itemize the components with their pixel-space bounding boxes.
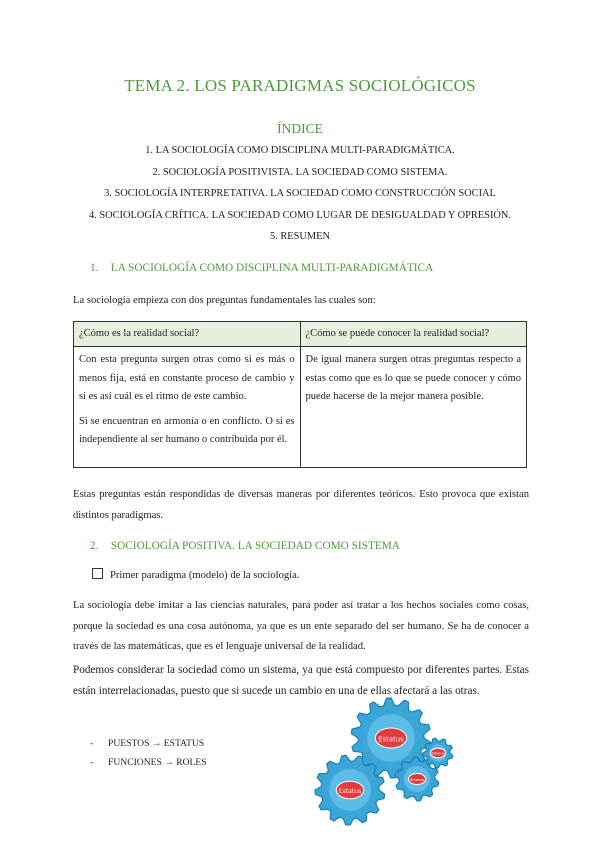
checkbox-icon[interactable]: [92, 568, 103, 579]
gear-icon: [315, 755, 385, 825]
gear-label: Estatus: [409, 776, 425, 782]
table-cell: [74, 347, 301, 468]
index-item[interactable]: 1. LA SOCIOLOGÍA COMO DISCIPLINA MULTI-PARADIGMÁTICA.: [145, 145, 455, 156]
section-2-heading: [90, 540, 400, 552]
section-2-paragraph-2: Podemos considerar la sociedad como un sistema, ya que está compuesto por diferentes partes. Estas están interrelacionadas, puesto que si sucede un cambio en una de ellas afectará a las otras.: [73, 664, 529, 697]
index-list: [0, 140, 600, 248]
index-item[interactable]: 3. SOCIOLOGÍA INTERPRETATIVA. LA SOCIEDAD COMO CONSTRUCCIÓN SOCIAL: [104, 188, 496, 199]
page-title: TEMA 2. LOS PARADIGMAS SOCIOLÓGICOS: [124, 76, 476, 95]
section-number: 1.: [90, 262, 99, 274]
gear-label: Estatus: [378, 735, 404, 744]
gear-label: Estatus: [431, 751, 445, 756]
section-1-intro: La sociología empieza con dos preguntas fundamentales las cuales son:: [73, 295, 376, 306]
table-header-cell: ¿Cómo es la realidad social?: [74, 322, 301, 347]
list-item: - FUNCIONES → ROLES: [90, 757, 207, 768]
index-item[interactable]: 2. SOCIOLOGÍA POSITIVISTA. LA SOCIEDAD COMO SISTEMA.: [152, 166, 448, 178]
list-item: - PUESTOS → ESTATUS: [90, 738, 205, 749]
cell-paragraph: De igual manera surgen otras preguntas respecto a estas como que es lo que se puede conocer y cómo puede hacerse de la mejor manera posible.: [305, 354, 521, 402]
section-title: LA SOCIOLOGÍA COMO DISCIPLINA MULTI-PARADIGMÁTICA: [110, 262, 434, 274]
section-1-heading: [90, 262, 433, 274]
section-2-paragraph-1: La sociología debe imitar a las ciencias naturales, para poder así tratar a los hechos sociales como cosas, porque la sociedad es una cosa autónoma, ya que es un ente separado del ser humano. Se ha de conocer a través de las matemáticas, que es el lenguaje universal de la realidad.: [73, 600, 529, 652]
index-item[interactable]: 4. SOCIOLOGÍA CRÍTICA. LA SOCIEDAD COMO LUGAR DE DESIGUALDAD Y OPRESIÓN.: [88, 209, 512, 221]
section-1-outro: Estas preguntas están respondidas de diversas maneras por diferentes teóricos. Esto provoca que existan distintos paradigmas.: [73, 489, 529, 521]
cell-paragraph: Si se encuentran en armonía o en conflicto. O si es independiente al ser humano o contribuida por él.: [79, 415, 295, 445]
checkbox-item: [92, 568, 299, 581]
section-number: 2.: [90, 540, 99, 552]
table-cell: [300, 347, 527, 468]
index-item[interactable]: 5. RESUMEN: [269, 231, 331, 242]
section-title: SOCIOLOGÍA POSITIVA. LA SOCIEDAD COMO SISTEMA: [110, 540, 400, 552]
gears-illustration: [314, 693, 474, 833]
bullet-list: [90, 734, 207, 772]
table-header-cell: ¿Cómo se puede conocer la realidad social?: [300, 322, 527, 347]
index-heading: ÍNDICE: [277, 121, 323, 136]
gear-label: Estatus: [338, 788, 362, 796]
cell-paragraph: Con esta pregunta surgen otras como si es más o menos fija, está en constante proceso de cambio y si es así cuál es el ritmo de este cambio.: [79, 354, 295, 402]
questions-table: [73, 321, 527, 468]
checkbox-label: Primer paradigma (modelo) de la sociología.: [110, 570, 300, 581]
